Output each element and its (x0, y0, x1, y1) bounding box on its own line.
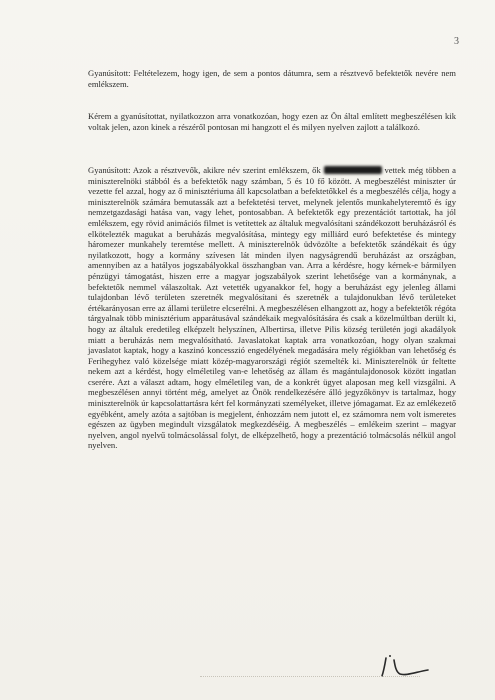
answer-text-rest: vettek még többen a miniszterelnöki stábból és a befektetők nagy számban, 5 és 10 fő között. A megbeszélést miniszter úr vezette fel azzal, hogy az ő minisztériuma áll kapcsolatban a befektetőkkel és a megbeszélés célja, hogy a miniszterelnök számára bemutassák azt a befektetési tervet, melynek jelentős munkahelyteremtő és így nemzetgazdasági hatása van, vagy lehet, pontosabban. A befektetők egy prezentációt tartottak, ha jól emlékszem, egy rövid animációs filmet is vetítettek az általuk megvalósítani szándékozott beruházásról és elkötelezték magukat a beruházás megvalósítása, mintegy egy milliárd euró befektetése és mintegy háromezer munkahely teremtése mellett. A miniszterelnök üdvözölte a befektetők szándékait és úgy nyilatkozott, hogy a kormány szívesen lát minden ilyen nagyságrendű beruházást az országban, amennyiben az a hatályos jogszabályokkal összhangban van. Arra a kérdésre, hogy kérnek-e bármilyen pénzügyi támogatást, hiszen erre a magyar jogszabályok szerint lehetősége van a kormánynak, a befektetők nemmel válaszoltak. Azt vetették ugyanakkor fel, hogy a beruházást egy jelenleg állami tulajdonban lévő területen szeretnék megvalósítani és szeretnék a tulajdonukban lévő területeket értékarányosan erre az állami területre elcserélni. A megbeszélésen elhangzott az, hogy a befektetők régóta tárgyalnak több minisztérium apparátusával szándékaik megvalósítására és csak a közelmúltban derült ki, hogy az általuk eredetileg elképzelt helyszínen, Albertirsa, illetve Pilis község területén jogi akadályok miatt a beruházás nem megvalósítható. Javaslatokat kaptak arra vonatkozóan, hogy olyan szakmai javaslatot kaptak, hogy a kaszinó koncesszió engedélyének megadására mely régiókban van lehetőség és Ferihegyhez való közelsége miatt közép-magyarországi régiót szemelték ki. Miniszterelnök úr feltette nekem azt a kérdést, hogy elméletileg van-e lehetőség az állam és magántulajdonosok között ingatlan cserére. Azt a választ adtam, hogy elméletileg van, de a konkrét ügyet alaposan meg kell vizsgálni. A megbeszélésen annyi történt még, amelyet az Önök rendelkezésére álló jegyzőkönyv is tartalmaz, hogy miniszterelnök úr kapcsolattartásra kért fel kormányzati személyeket, illetve jómagamat. Ez az emlékezető egyébként, amely azóta a sajtóban is megjelent, énhozzám nem jutott el, ez számomra nem volt ismeretes egészen az ügyben megindult vizsgálatok megkezdéséig. A megbeszélés – emlékeim szerint – magyar nyelven, angol nyelvű tolmácsolással folyt, de elképzelhető, hogy a prezentáció tolmácsolás nélkül angol nyelven. (88, 165, 456, 451)
paragraph-suspect-answer-2 (88, 165, 456, 451)
redaction-mark (324, 166, 382, 174)
answer-text-start: Gyanúsított: Azok a résztvevők, akikre név szerint emlékszem, ők (88, 165, 321, 175)
page-number: 3 (454, 36, 459, 47)
paragraph-question: Kérem a gyanúsítottat, nyilatkozzon arra vonatkozóan, hogy ezen az Ön által említett megbeszélésen kik voltak jelen, azon kinek a részéről pontosan mi hangzott el és milyen nyelven zajlott a találkozó. (88, 111, 456, 132)
bottom-dotted-line (200, 676, 420, 683)
paragraph-suspect-answer-1: Gyanúsított: Feltételezem, hogy igen, de sem a pontos dátumra, sem a résztvevő befektetők nevére nem emlékszem. (88, 68, 456, 89)
